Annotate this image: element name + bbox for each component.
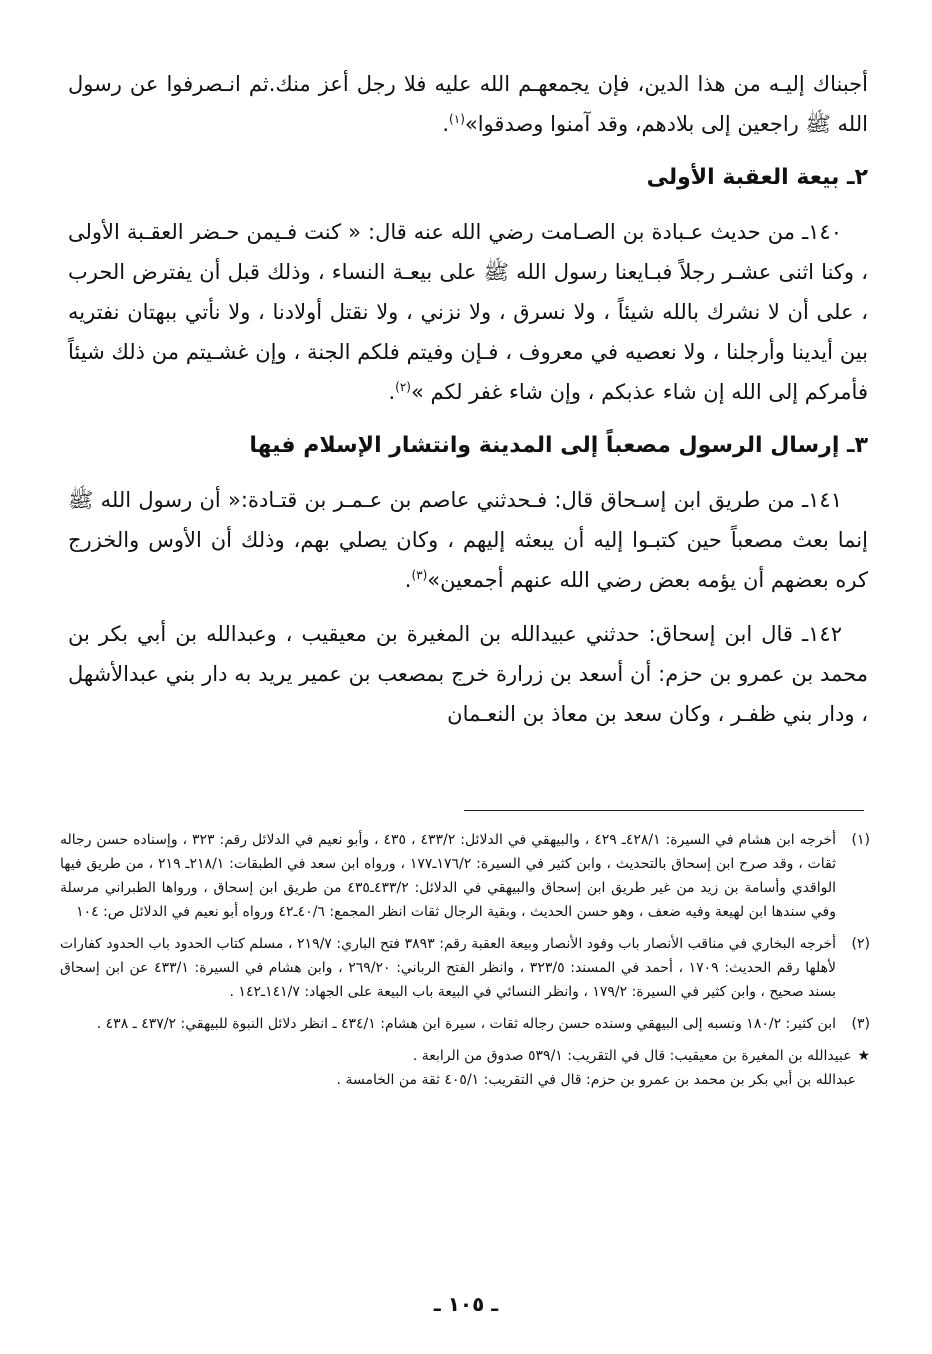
hadith-142 [68,614,868,734]
star-note-2 [60,1068,870,1092]
section-heading-aqaba: ٢ـ بيعة العقبة الأولى [646,165,868,190]
footnote-ref-2: (٢) [395,380,411,394]
footnotes [60,828,870,1092]
section-heading-musab: ٣ـ إرسال الرسول مصعباً إلى المدينة وانتشار الإسلام فيها [249,433,868,458]
footnote-2 [60,932,870,1004]
footnote-number: (٢) [851,936,870,952]
footnote-number: (١) [851,832,870,848]
main-text [68,64,868,734]
footnote-1 [60,828,870,924]
footnote-text: ابن كثير: ١٨٠/٢ ونسبه إلى البيهقي وسنده حسن رجاله ثقات ، سيرة ابن هشام: ٤٣٤/١ ـ انظر دلائل النبوة للبيهقي: ٤٣٧/٢ ـ ٤٣٨ . [96,1016,836,1032]
star-note-text: عبدالله بن أبي بكر بن محمد بن عمرو بن حزم: قال في التقريب: ٤٠٥/١ ثقة من الخامسة . [336,1072,856,1088]
footnote-text: أخرجه ابن هشام في السيرة: ٤٢٨/١ـ ٤٢٩ ، والبيهقي في الدلائل: ٤٣٣/٢ ، ٤٣٥ ، وأبو نعيم في الدلائل رقم: ٣٢٣ ، وإسناده حسن رجاله ثقات ، وقد صرح ابن إسحاق بالتحديث ، وابن كثير في السيرة: ١٧٦/٢ـ١٧٧ ، ورواه ابن سعد في الطبقات: ٢١٨/١ـ ٢١٩ ، من طريق فيها الواقدي وأسامة بن زيد من غير طريق ابن إسحاق والبيهقي في الدلائل: ٤٣٣/٢ـ٤٣٥ من طريق ابن إسحاق ، ورواها الطبراني مرسلة وفي سندها ابن لهيعة وفيه ضعف ، وهو حسن الحديث ، وبقية الرجال ثقات انظر المجمع: ٤٠/٦ـ٤٢ ورواه أبو نعيم في الدلائل ص: ١٠٤ [60,832,837,920]
footnote-ref-1: (١) [449,112,465,126]
footnote-ref-3: (٣) [411,568,428,582]
footnote-text: أخرجه البخاري في مناقب الأنصار باب وفود الأنصار وبيعة العقبة رقم: ٣٨٩٣ فتح الباري: ٢١٩/٧ ، مسلم كتاب الحدود باب الحدود كفارات لأهلها رقم الحديث: ١٧٠٩ ، أحمد في المسند: ٣٢٣/٥ ، وانظر الفتح الرباني: ٢٦٩/٢٠ ، وابن هشام في السيرة: ٤٣٣/١ عن ابن إسحاق بسند صحيح ، وابن كثير في السيرة: ١٧٩/٢ ، وانظر النسائي في البيعة باب البيعة على الجهاد: ١٤١/٧ـ١٤٢ . [60,936,837,1000]
star-note-1 [60,1044,870,1068]
hadith-141-text: ١٤١ـ من طريق ابن إسـحاق قال: فـحدثني عاصم بن عـمـر بن قتـادة:« أن رسول الله ﷺ إنما بعث مصعباً حين كتبـوا إليه أن يبعثه إليهم ، وكان يصلي بهم، وذلك أن الأوس والخزرج كره بعضهم أن يؤمه بعض رضي الله عنهم أجمعين» [68,488,868,592]
sentence-end: . [404,568,412,592]
sentence-end: . [388,380,396,404]
page-number: ـ ١٠٥ ـ [433,1292,499,1316]
footnote-separator [464,810,864,811]
hadith-142-text: ١٤٢ـ قال ابن إسحاق: حدثني عبيدالله بن المغيرة بن معيقيب ، وعبدالله بن أبي بكر بن محمد بن عمرو بن حزم: أن أسعد بن زرارة خرج بمصعب بن عمير يريد به دار بني عبدالأشهل ، ودار بني ظفـر ، وكان سعد بن معاذ بن النعـمان [68,622,868,726]
star-icon: ★ [857,1048,870,1064]
hadith-141 [68,480,868,600]
star-note-text: عبيدالله بن المغيرة بن معيقيب: قال في التقريب: ٥٣٩/١ صدوق من الرابعة . [412,1048,852,1064]
continuation-paragraph [68,64,868,144]
hadith-140-text: ١٤٠ـ من حديث عـبادة بن الصـامت رضي الله عنه قال: « كنت فـيمن حـضر العقـبة الأولى ، وكنا اثنى عشـر رجلاً فبـايعنا رسول الله ﷺ على بيعـة النساء ، وذلك قبل أن يفترض الحرب ، على أن لا نشرك بالله شيئاً ، ولا نسرق ، ولا نزني ، ولا نقتل أولادنا ، ولا نأتي ببهتان نفتريه بين أيدينا وأرجلنا ، ولا نعصيه في معروف ، فـإن وفيتم فلكم الجنة ، وإن غشـيتم من ذلك شيئاً فأمركم إلى الله إن شاء عذبكم ، وإن شاء غفر لكم » [68,220,868,404]
hadith-140 [68,212,868,412]
footnote-number: (٣) [851,1016,870,1032]
footnote-3 [60,1012,870,1036]
continuation-text: أجبناك إليـه من هذا الدين، فإن يجمعهـم الله عليه فلا رجل أعز منك.ثم انـصرفوا عن رسول الله ﷺ راجعين إلى بلادهم، وقد آمنوا وصدقوا» [68,72,868,136]
sentence-end: . [442,112,450,136]
